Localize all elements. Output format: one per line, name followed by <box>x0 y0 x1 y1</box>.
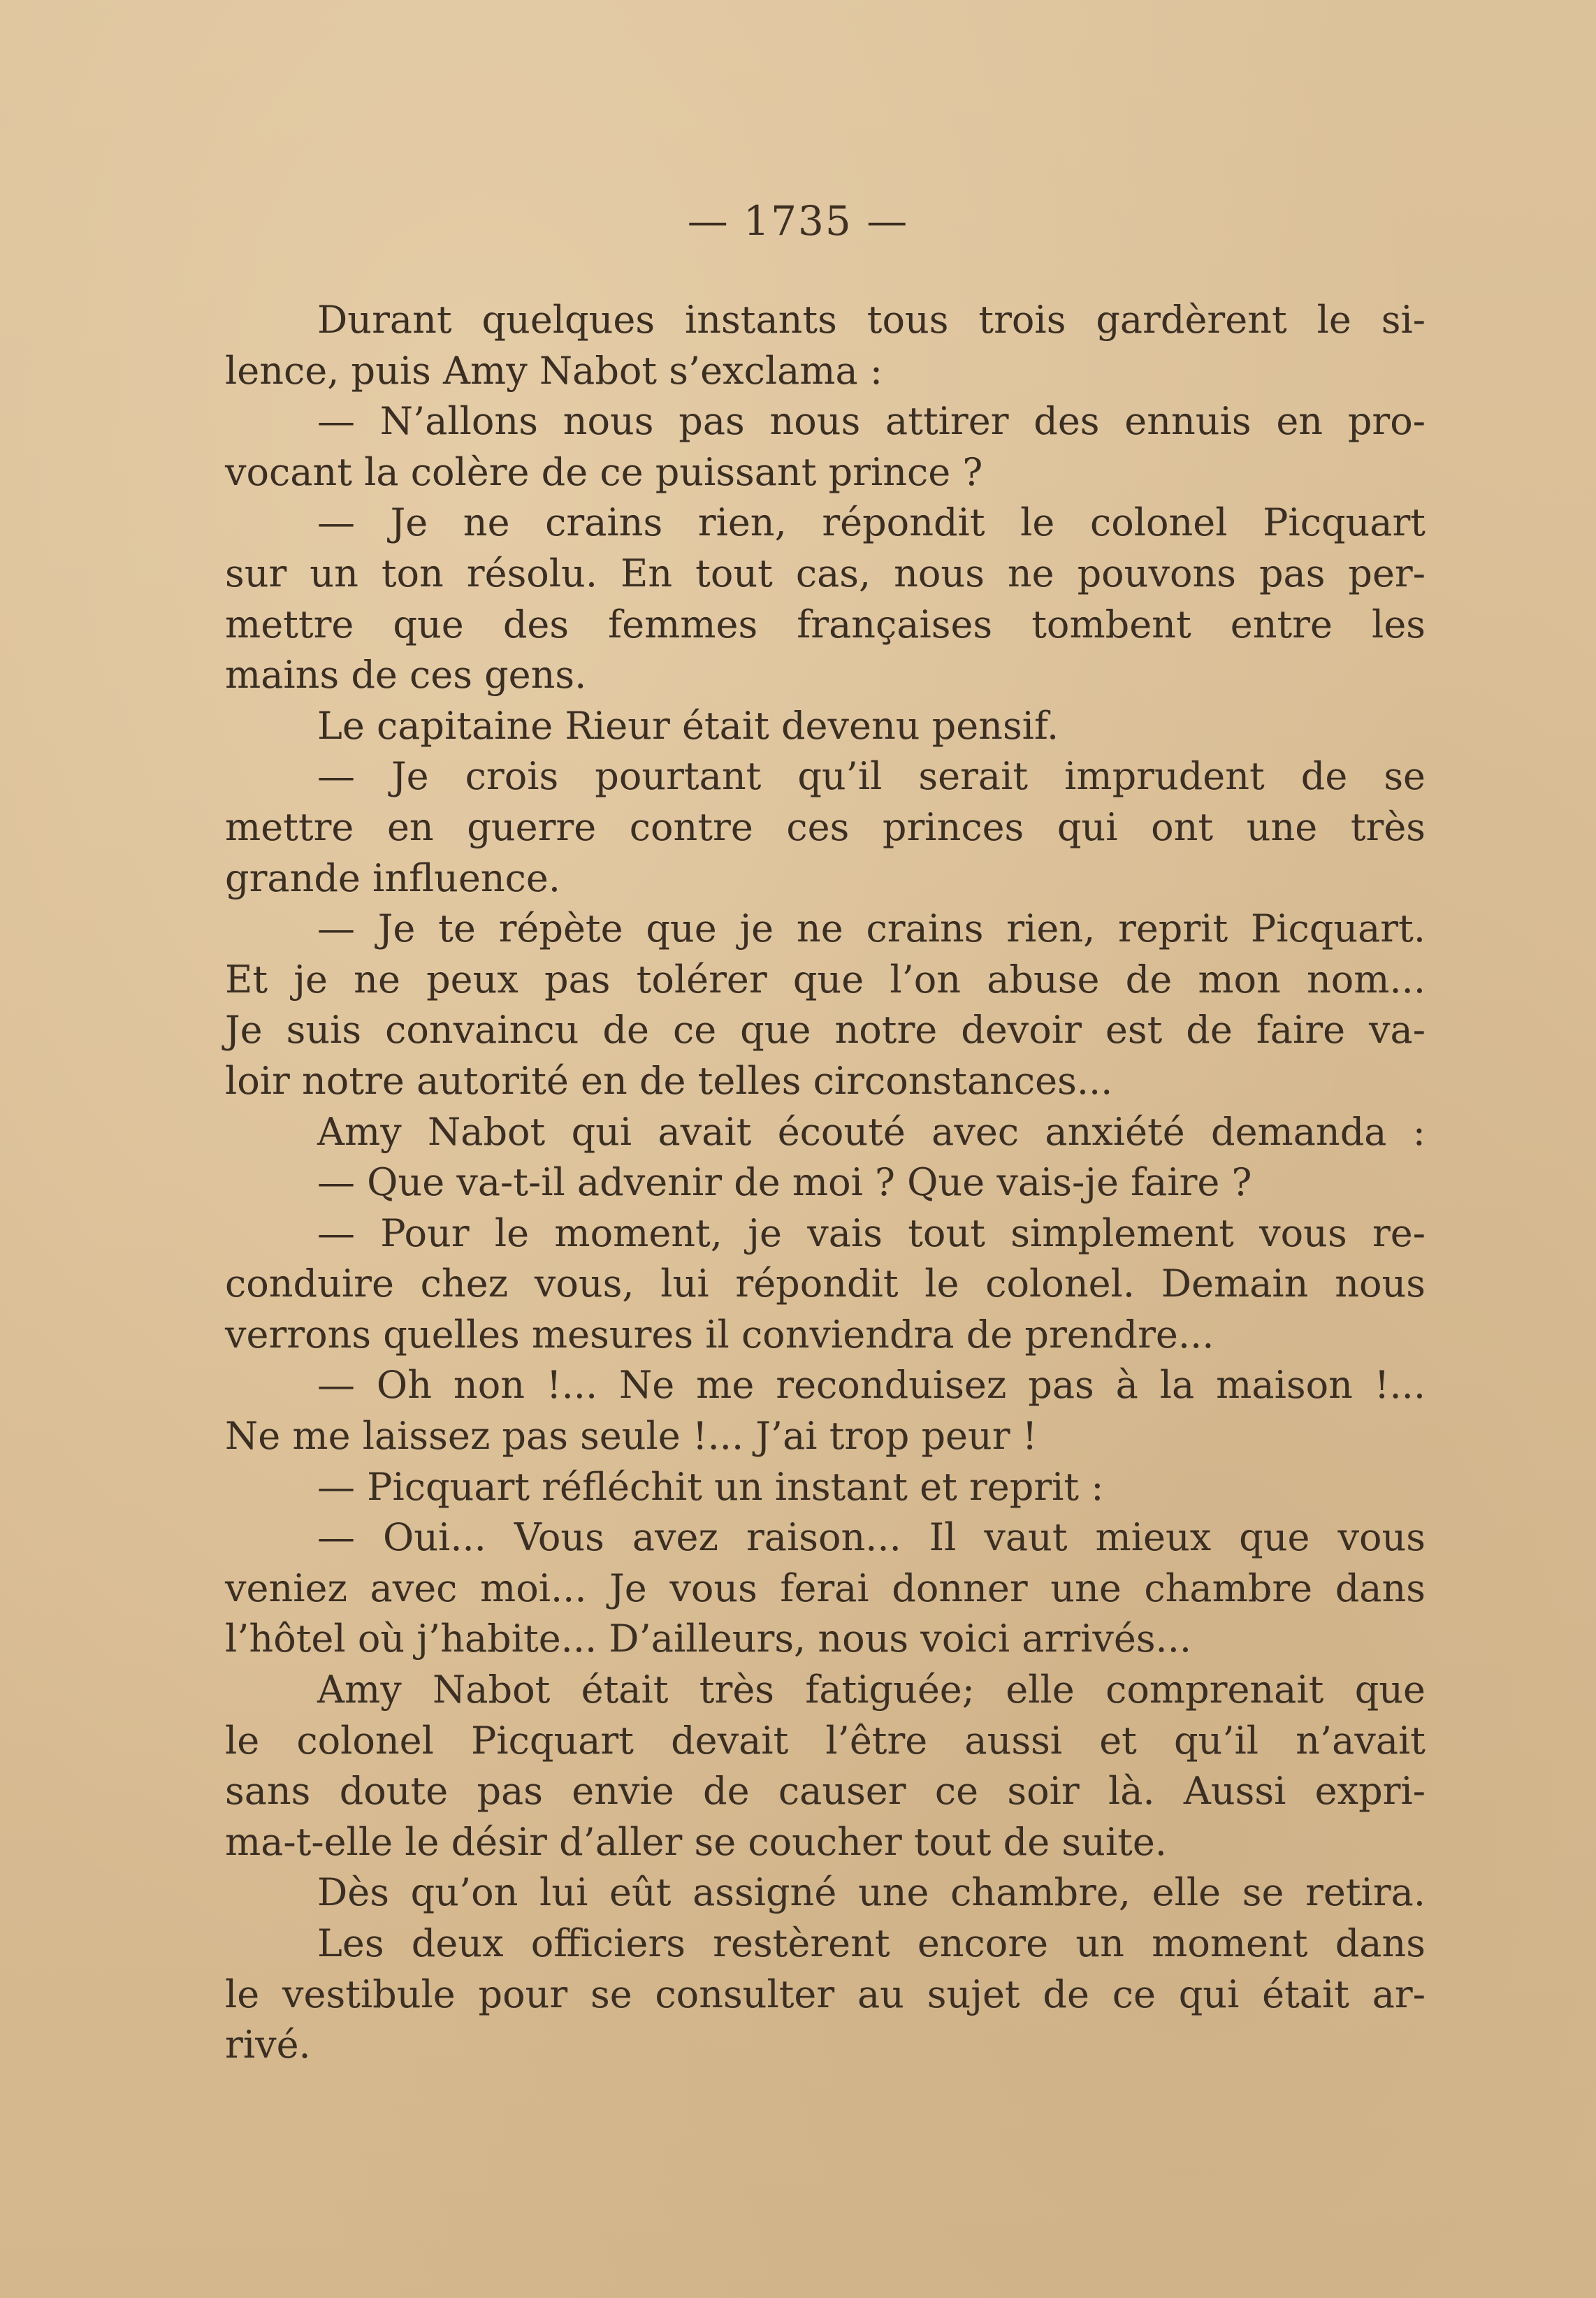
text-line: mettre que des femmes françaises tombent entre les <box>225 602 1425 646</box>
text-line: Les deux officiers restèrent encore un moment dans <box>317 1921 1425 1965</box>
text-line: — Picquart réfléchit un instant et reprit : <box>317 1464 1104 1509</box>
text-line: — Je crois pourtant qu’il serait imprudent de se <box>317 754 1425 799</box>
text-line: Amy Nabot était très fatiguée; elle comprenait que <box>317 1668 1425 1712</box>
text-line: lence, puis Amy Nabot s’exclama : <box>225 348 883 393</box>
page-number: — 1735 — <box>687 197 909 245</box>
text-line: conduire chez vous, lui répondit le colonel. Demain nous <box>225 1262 1425 1306</box>
text-line: — Oui... Vous avez raison... Il vaut mieux que vous <box>317 1515 1425 1560</box>
text-line: — Je te répète que je ne crains rien, reprit Picquart. <box>317 906 1425 951</box>
text-line: — Je ne crains rien, répondit le colonel Picquart <box>317 500 1425 545</box>
text-line: Je suis convaincu de ce que notre devoir est de faire va- <box>225 1008 1425 1053</box>
text-line: Durant quelques instants tous trois gardèrent le si- <box>317 298 1425 342</box>
text-line: Amy Nabot qui avait écouté avec anxiété demanda : <box>317 1109 1425 1154</box>
text-line: l’hôtel où j’habite... D’ailleurs, nous voici arrivés... <box>225 1617 1192 1661</box>
text-line: mettre en guerre contre ces princes qui ont une très <box>225 804 1425 849</box>
text-line: Le capitaine Rieur était devenu pensif. <box>317 703 1059 748</box>
text-line: vocant la colère de ce puissant prince ? <box>225 449 983 494</box>
text-line: mains de ces gens. <box>225 653 587 698</box>
text-line: Dès qu’on lui eût assigné une chambre, elle se retira. <box>317 1870 1425 1915</box>
text-line: — Pour le moment, je vais tout simplement vous re- <box>317 1211 1425 1255</box>
text-line: loir notre autorité en de telles circonstances... <box>225 1058 1113 1103</box>
text-line: verrons quelles mesures il conviendra de prendre... <box>225 1312 1214 1357</box>
text-line: Et je ne peux pas tolérer que l’on abuse de mon nom... <box>225 957 1425 1002</box>
text-line: le colonel Picquart devait l’être aussi et qu’il n’avait <box>225 1718 1425 1763</box>
text-line: veniez avec moi... Je vous ferai donner une chambre dans <box>225 1566 1425 1610</box>
text-line: — Oh non !... Ne me reconduisez pas à la maison !... <box>317 1363 1425 1408</box>
text-line: ma-t-elle le désir d’aller se coucher tout de suite. <box>225 1819 1167 1864</box>
text-line: — N’allons nous pas nous attirer des ennuis en pro- <box>317 399 1425 444</box>
text-line: sans doute pas envie de causer ce soir là. Aussi expri- <box>225 1769 1425 1814</box>
body-text <box>225 295 1425 2071</box>
text-line: le vestibule pour se consulter au sujet de ce qui était ar- <box>225 1972 1425 2016</box>
text-line: rivé. <box>225 2023 311 2067</box>
text-line: Ne me laissez pas seule !... J’ai trop peur ! <box>225 1414 1038 1459</box>
text-line: sur un ton résolu. En tout cas, nous ne pouvons pas per- <box>225 551 1425 595</box>
text-line: grande influence. <box>225 855 560 900</box>
text-line: — Que va-t-il advenir de moi ? Que vais-je faire ? <box>317 1160 1252 1205</box>
